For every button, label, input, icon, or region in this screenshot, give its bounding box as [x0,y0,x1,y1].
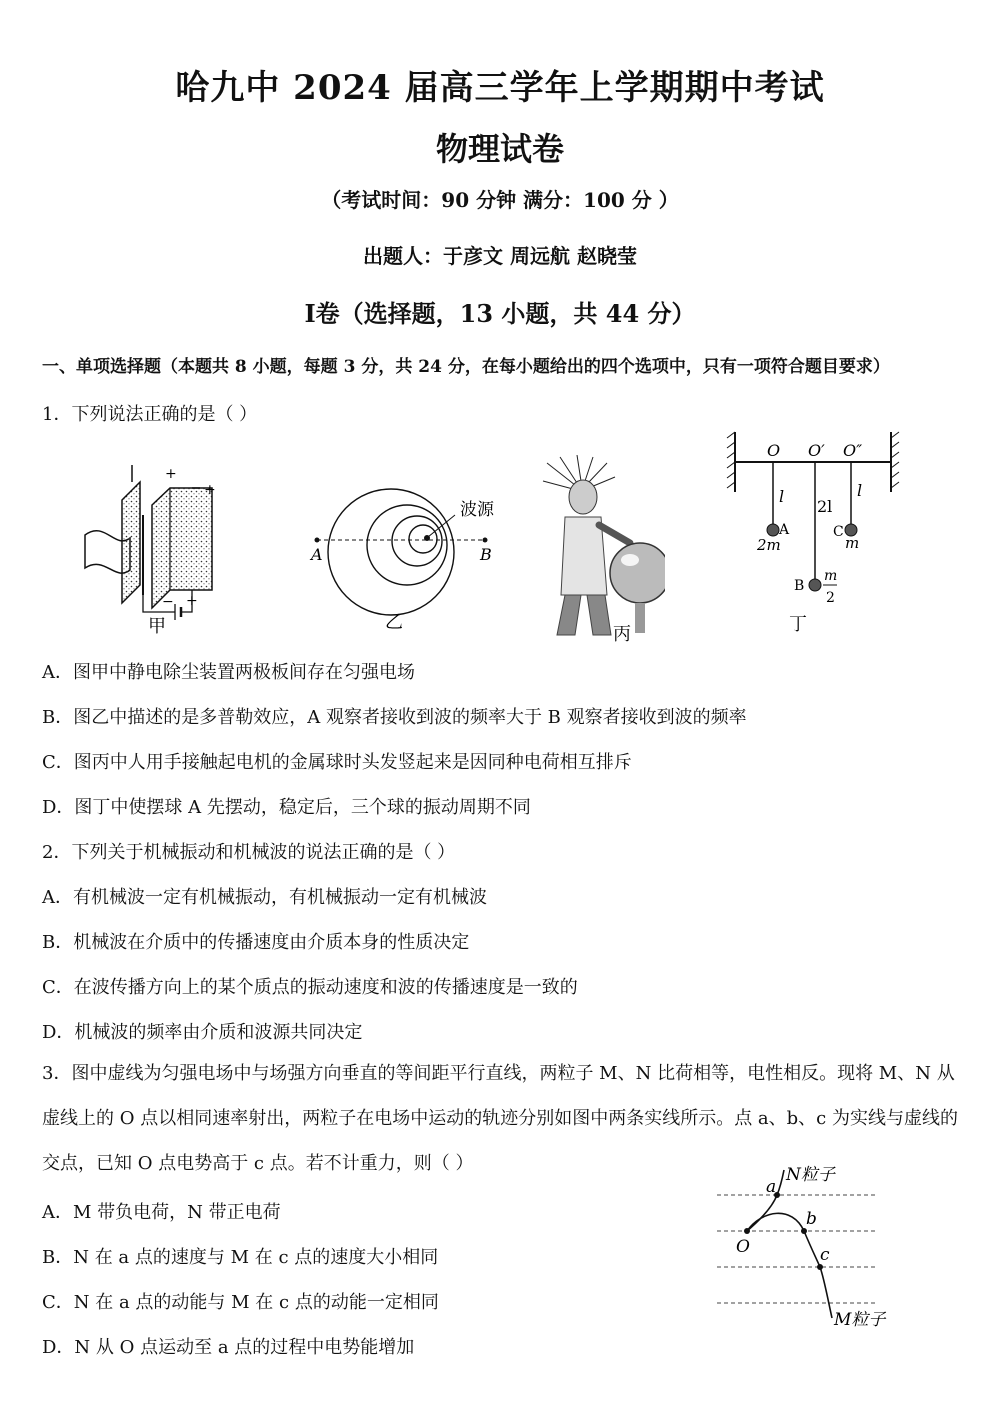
exam-authors: 出题人：于彦文 周远航 赵晓莹 [363,244,637,268]
pivot-o3: O″ [843,441,863,460]
label-o: O [736,1237,750,1257]
observer-a-label: A [311,545,323,564]
length-2: 2l [817,497,833,516]
jia-minus: − [162,594,174,610]
figure-jia [80,460,230,635]
right-plate [152,488,212,608]
figure-ding-label: 丁 [789,614,807,635]
exam-subtitle: 物理试卷 [435,130,564,168]
q3-option-d: D．N 从 O 点运动至 a 点的过程中电势能增加 [42,1337,415,1358]
ball-a-mass: 2m [757,536,781,554]
observer-b-label: B [480,545,492,564]
q2-stem: 2．下列关于机械振动和机械波的说法正确的是（ ） [42,842,456,863]
length-1: l [779,487,785,506]
exam-info: （考试时间：90 分钟 满分：100 分 ） [321,188,679,212]
point-o [744,1228,750,1234]
label-c: c [820,1245,830,1265]
length-3: l [857,481,863,500]
q2-option-b: B．机械波在介质中的传播速度由介质本身的性质决定 [42,932,470,953]
label-m-particle: M粒子 [834,1310,886,1330]
jia-plus-right: + [204,482,216,498]
label-b: b [806,1209,817,1229]
pivot-o1: O [767,441,781,460]
figure-bing [535,455,665,645]
figure-jia-label: 甲 [148,616,166,635]
q3-option-b: B．N 在 a 点的速度与 M 在 c 点的速度大小相同 [42,1247,439,1268]
head [569,480,597,514]
q1-option-d: D．图丁中使摆球 A 先摆动，稳定后，三个球的振动周期不同 [42,797,531,818]
q3-stem: 3．图中虚线为匀强电场中与场强方向垂直的等间距平行直线，两粒子 M、N 比荷相等，电性相反。现将 M、N 从虚线上的 O 点以相同速率射出，两粒子在电场中运动的轨迹分别如图中两条实线所示。点 a、b、c 为实线与虚线的交点，已知 O 点电势高于 c 点。若不计重力，则（ ） [42,1063,958,1174]
pivot-o2: O′ [808,441,825,460]
q3-option-c: C．N 在 a 点的动能与 M 在 c 点的动能一定相同 [42,1292,439,1313]
figure-bing-label: 丙 [613,624,631,645]
ball-b-mass-num: m [824,568,838,584]
jia-plus-bottom: + [186,593,198,609]
ball-b-mass-den: 2 [826,590,835,606]
section-title: I卷（选择题，13 小题，共 44 分） [304,299,696,328]
wave-front-4 [409,525,437,553]
ball-b [809,579,821,591]
q1-option-a: A．图甲中静电除尘装置两极板间存在匀强电场 [42,662,415,683]
wave-front-3 [392,516,442,566]
q1-option-b: B．图乙中描述的是多普勒效应，A 观察者接收到波的频率大于 B 观察者接收到波的频率 [42,707,747,728]
wave-source-label: 波源 [460,500,494,520]
figure-yi [305,485,505,635]
ball-c-mass: m [845,534,860,552]
q3-option-a: A．M 带负电荷，N 带正电荷 [42,1202,281,1223]
metal-sphere [610,543,665,603]
left-plate [122,482,140,603]
label-n-particle: N粒子 [786,1165,835,1185]
exam-title: 哈九中 2024 届高三学年上学期期中考试 [175,68,825,108]
q2-option-d: D．机械波的频率由介质和波源共同决定 [42,1022,363,1043]
figure-yi-label: 乙 [385,612,403,633]
q2-option-a: A．有机械波一定有机械振动，有机械振动一定有机械波 [42,887,487,908]
section-instruction: 一、单项选择题（本题共 8 小题，每题 3 分，共 24 分，在每小题给出的四个选项中，只有一项符合题目要求） [42,357,890,377]
q1-option-c: C．图丙中人用手接触起电机的金属球时头发竖起来是因同种电荷相互排斥 [42,752,632,773]
observer-b-dot [483,538,488,543]
figure-ding [725,430,900,640]
ball-c-label: C [833,524,844,540]
jia-plus-top: + [165,466,177,482]
q1-stem: 1．下列说法正确的是（ ） [42,404,258,425]
label-a: a [766,1177,777,1197]
observer-a-dot [315,538,320,543]
ball-a-label: A [779,522,790,538]
q2-option-c: C．在波传播方向上的某个质点的振动速度和波的传播速度是一致的 [42,977,578,998]
ball-a [767,524,779,536]
figure-q3 [712,1160,892,1335]
ball-b-label: B [794,578,805,594]
